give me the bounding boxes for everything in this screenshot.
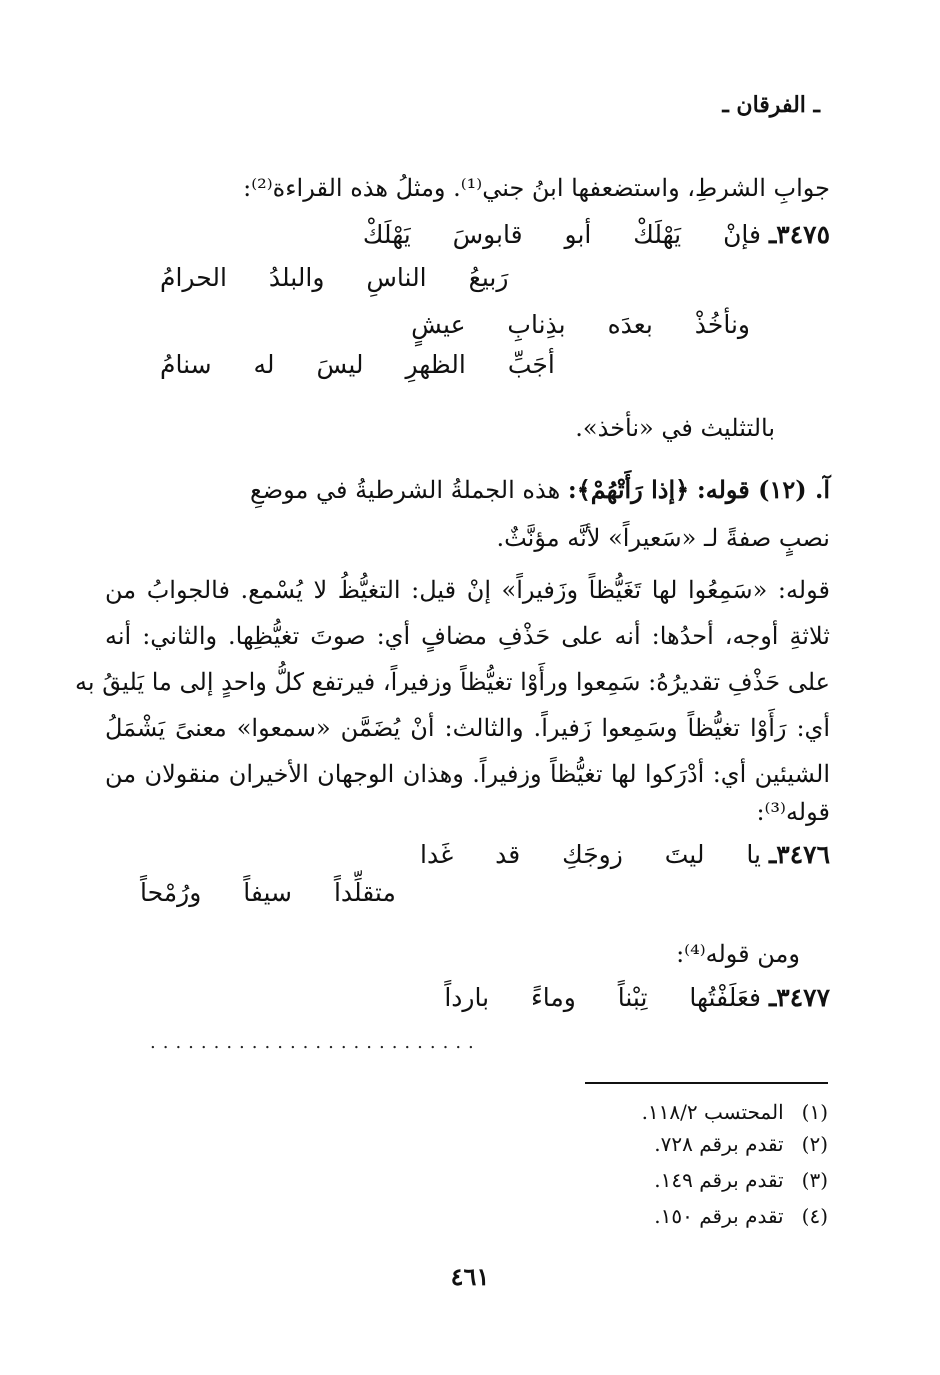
verse-3475-line-3: ونأخُذْ بعدَه بذِنابِ عيشٍ — [411, 310, 750, 339]
verse-3475-line-1 — [363, 222, 830, 247]
verse-3476-line-2: متقلِّداً سيفاً ورُمْحاً — [140, 878, 396, 907]
text-line-nasb: نصبٍ صفةً لـ «سَعيراً» لأنَّه مؤنَّثٌ. — [496, 524, 830, 552]
footnote-separator — [585, 1082, 828, 1084]
footnote-number: (٤) — [801, 1204, 828, 1228]
text-line-tathlith: بالتثليث في «نأخذ». — [575, 414, 775, 442]
ayah-commentary: هذه الجملةُ الشرطيةُ في موضعِ — [250, 476, 561, 504]
paragraph-line-1: قوله: «سَمِعُوا لها تَغَيُّظاً وزَفيراً» إنْ قيل: التغيُّظُ لا يُسْمع. فالجوابُ من — [105, 576, 830, 604]
footnote-2 — [654, 1132, 828, 1156]
page-number: ٤٦١ — [450, 1262, 490, 1291]
paragraph-line-5: الشيئين أي: أدْرَكوا لها تغيُّظاً وزفيراً. وهذان الوجهان الأخيران منقولان من — [105, 760, 830, 788]
footnote-text: تقدم برقم ١٥٠. — [654, 1204, 784, 1228]
ellipsis-dots: .......................... — [150, 1032, 481, 1053]
verse-number: ٣٤٧٥ـ — [768, 220, 830, 249]
text-line-wamin: ومن قوله⁽⁴⁾: — [676, 940, 800, 968]
ayah-line — [250, 475, 830, 504]
footnote-4 — [654, 1204, 828, 1228]
verse-3476-line-1 — [420, 842, 830, 867]
verse-hemistich: فعَلَفْتُها تِبْناً وماءً بارداً — [444, 983, 761, 1012]
verse-number: ٣٤٧٧ـ — [768, 983, 830, 1012]
footnote-number: (٣) — [801, 1168, 828, 1192]
ayah-quote: ﴿إذا رَأَتْهُمْ﴾: — [567, 475, 690, 504]
footnote-text: تقدم برقم ١٤٩. — [654, 1168, 784, 1192]
footnote-1 — [642, 1100, 828, 1124]
paragraph-line-4: أي: رَأَوْا تغيُّظاً وسَمِعوا زَفيراً. والثالث: أنْ يُضَمَّن «سمعوا» معنىً يَشْمَلُ — [105, 714, 830, 742]
running-header: ـ الفرقان ـ — [722, 92, 820, 118]
paragraph-line-2: ثلاثةِ أوجه، أحدُها: أنه على حَذْفِ مضافٍ أي: صوتَ تغيُّظِها. والثاني: أنه — [105, 622, 830, 650]
verse-hemistich: فإنْ يَهْلَكْ أبو قابوسَ يَهْلَكْ — [362, 220, 761, 249]
footnote-number: (٢) — [801, 1132, 828, 1156]
verse-3475-line-4: أجَبِّ الظهرِ ليسَ له سنامُ — [160, 350, 555, 379]
verse-hemistich: يا ليتَ زوجَكِ قد غَدا — [420, 840, 761, 869]
footnote-text: تقدم برقم ٧٢٨. — [654, 1132, 784, 1156]
footnote-text: المحتسب ١١٨/٢. — [641, 1100, 784, 1124]
footnote-3 — [654, 1168, 828, 1192]
text-line-1: جوابِ الشرطِ، واستضعفها ابنُ جني⁽¹⁾. ومثلُ هذه القراءة⁽²⁾: — [243, 174, 830, 202]
paragraph-line-3: على حَذْفِ تقديرُهُ: سَمِعوا ورأَوْا تغيُّظاً وزفيراً، فيرتفع كلُّ واحدٍ إلى ما يَليقُ به — [75, 668, 830, 696]
verse-number: ٣٤٧٦ـ — [768, 840, 830, 869]
verse-3477-line-1 — [444, 985, 830, 1010]
paragraph-line-6: قوله⁽³⁾: — [756, 798, 830, 826]
footnote-number: (١) — [801, 1100, 828, 1124]
ayah-label: آ. (١٢) قوله: — [696, 475, 830, 504]
verse-3475-line-2: رَبيعُ الناسِ والبلدُ الحرامُ — [160, 263, 509, 292]
